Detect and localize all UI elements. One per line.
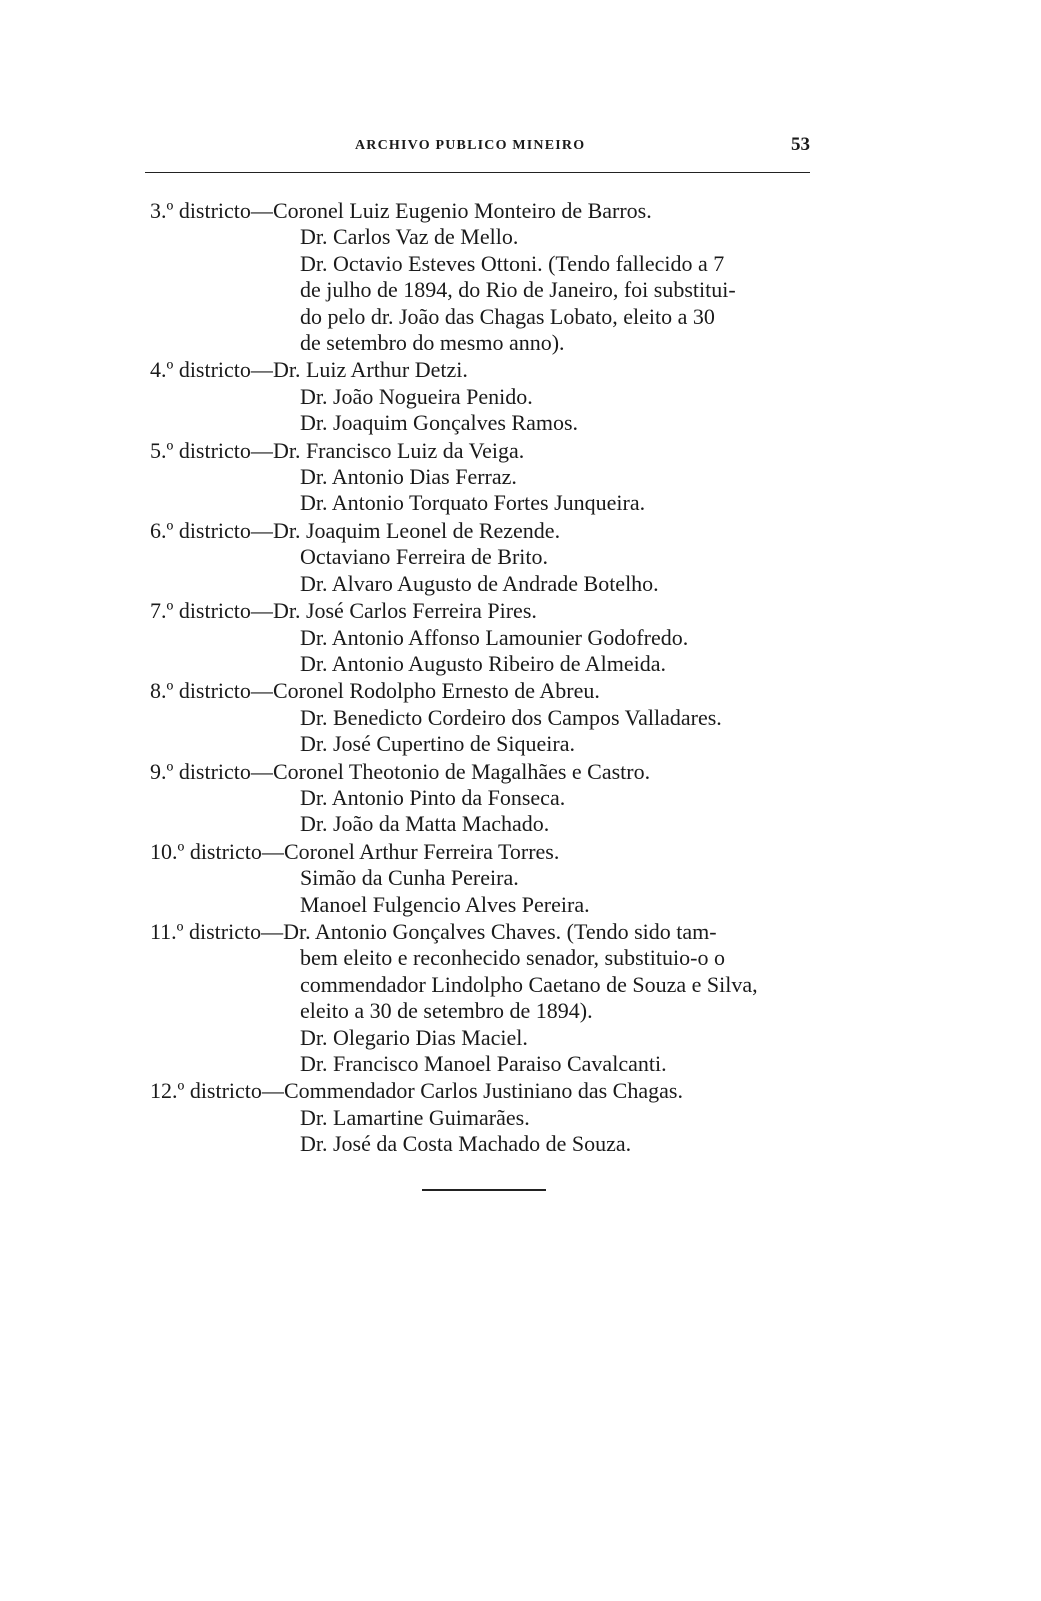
district-line xyxy=(150,811,830,837)
member-text: Dr. Olegario Dias Maciel. xyxy=(300,1024,528,1050)
district-entry xyxy=(150,198,830,356)
running-title: ARCHIVO PUBLICO MINEIRO xyxy=(355,138,586,153)
member-text: Dr. Joaquim Gonçalves Ramos. xyxy=(300,410,579,436)
district-line xyxy=(150,1025,830,1051)
district-line xyxy=(150,598,830,624)
district-line xyxy=(150,1105,830,1131)
district-line xyxy=(150,1051,830,1077)
member-text: Coronel Luiz Eugenio Monteiro de Barros. xyxy=(272,198,652,223)
district-label: 3.º districto— xyxy=(150,198,273,223)
running-head xyxy=(145,134,810,166)
district-line xyxy=(150,357,830,383)
district-line xyxy=(150,731,830,757)
district-line xyxy=(150,651,830,677)
district-label: 4.º districto— xyxy=(150,357,273,383)
district-line xyxy=(150,571,830,597)
district-line xyxy=(150,544,830,570)
district-entry xyxy=(150,839,830,918)
district-entry xyxy=(150,518,830,597)
district-entry xyxy=(150,357,830,436)
member-text: Dr. Luiz Arthur Detzi. xyxy=(272,357,468,383)
member-text: Dr. José da Costa Machado de Souza. xyxy=(300,1131,632,1157)
district-entry xyxy=(150,759,830,838)
district-entry xyxy=(150,678,830,757)
member-text: Dr. Antonio Dias Ferraz. xyxy=(300,464,517,490)
district-label: 6.º districto— xyxy=(150,517,273,543)
district-line xyxy=(150,705,830,731)
district-line xyxy=(150,251,830,277)
district-line xyxy=(150,490,830,516)
district-line xyxy=(150,518,830,544)
member-text: Coronel Rodolpho Ernesto de Abreu. xyxy=(272,678,600,704)
member-text: Coronel Theotonio de Magalhães e Castro. xyxy=(272,758,651,784)
district-line xyxy=(150,304,830,330)
district-line xyxy=(150,438,830,464)
header-rule xyxy=(145,172,810,173)
member-text: Dr. Alvaro Augusto de Andrade Botelho. xyxy=(300,570,659,596)
member-text: Dr. Francisco Manoel Paraiso Cavalcanti. xyxy=(300,1051,667,1076)
member-text: Manoel Fulgencio Alves Pereira. xyxy=(300,891,590,917)
district-line xyxy=(150,1078,830,1104)
district-entry xyxy=(150,438,830,517)
district-line xyxy=(150,330,830,356)
member-text: commendador Lindolpho Caetano de Souza e Silva, xyxy=(300,971,758,997)
member-text: de julho de 1894, do Rio de Janeiro, foi substitui- xyxy=(300,277,736,303)
member-text: bem eleito e reconhecido senador, substituio-o o xyxy=(300,945,725,971)
district-label: 8.º districto— xyxy=(150,678,273,704)
member-text: Dr. João Nogueira Penido. xyxy=(300,383,533,409)
district-label: 11.º districto— xyxy=(150,918,284,944)
member-text: Dr. Antonio Pinto da Fonseca. xyxy=(300,784,566,810)
member-text: de setembro do mesmo anno). xyxy=(300,330,565,356)
member-text: Dr. Francisco Luiz da Veiga. xyxy=(272,437,525,463)
district-entry xyxy=(150,598,830,677)
district-line xyxy=(150,945,830,971)
district-line xyxy=(150,625,830,651)
member-text: do pelo dr. João das Chagas Lobato, eleito a 30 xyxy=(300,303,715,329)
member-text: Dr. Antonio Affonso Lamounier Godofredo. xyxy=(300,624,689,650)
member-text: Commendador Carlos Justiniano das Chagas. xyxy=(283,1078,683,1104)
district-line xyxy=(150,785,830,811)
member-text: Dr. Antonio Torquato Fortes Junqueira. xyxy=(300,490,646,516)
district-line xyxy=(150,410,830,436)
member-text: Dr. José Cupertino de Siqueira. xyxy=(300,731,575,757)
district-line xyxy=(150,224,830,250)
district-label: 10.º districto— xyxy=(150,838,284,864)
page-number: 53 xyxy=(791,134,810,155)
member-text: Octaviano Ferreira de Brito. xyxy=(300,544,549,570)
district-line xyxy=(150,1131,830,1157)
district-line xyxy=(150,277,830,303)
member-text: Dr. Carlos Vaz de Mello. xyxy=(300,224,519,250)
district-line xyxy=(150,384,830,410)
district-line xyxy=(150,198,830,224)
district-line xyxy=(150,892,830,918)
member-text: Dr. Antonio Gonçalves Chaves. (Tendo sido tam- xyxy=(283,918,717,944)
district-label: 9.º districto— xyxy=(150,758,273,784)
district-line xyxy=(150,839,830,865)
member-text: Dr. Lamartine Guimarães. xyxy=(300,1104,530,1130)
district-label: 7.º districto— xyxy=(150,598,273,624)
member-text: Dr. Octavio Esteves Ottoni. (Tendo fallecido a 7 xyxy=(300,250,725,276)
district-line xyxy=(150,678,830,704)
member-text: eleito a 30 de setembro de 1894). xyxy=(300,998,593,1024)
district-entry xyxy=(150,919,830,1077)
district-label: 12.º districto— xyxy=(150,1078,284,1104)
district-line xyxy=(150,972,830,998)
member-text: Dr. Joaquim Leonel de Rezende. xyxy=(272,517,561,543)
district-line xyxy=(150,865,830,891)
district-label: 5.º districto— xyxy=(150,437,273,463)
district-line xyxy=(150,919,830,945)
member-text: Dr. Benedicto Cordeiro dos Campos Valladares. xyxy=(300,704,722,730)
member-text: Coronel Arthur Ferreira Torres. xyxy=(283,838,560,864)
member-text: Dr. João da Matta Machado. xyxy=(300,811,550,837)
district-entry xyxy=(150,1078,830,1157)
district-list xyxy=(150,198,830,1159)
district-line xyxy=(150,759,830,785)
district-line xyxy=(150,464,830,490)
member-text: Dr. José Carlos Ferreira Pires. xyxy=(272,598,537,624)
district-line xyxy=(150,998,830,1024)
end-rule xyxy=(422,1189,546,1191)
member-text: Simão da Cunha Pereira. xyxy=(300,865,519,891)
member-text: Dr. Antonio Augusto Ribeiro de Almeida. xyxy=(300,650,667,676)
